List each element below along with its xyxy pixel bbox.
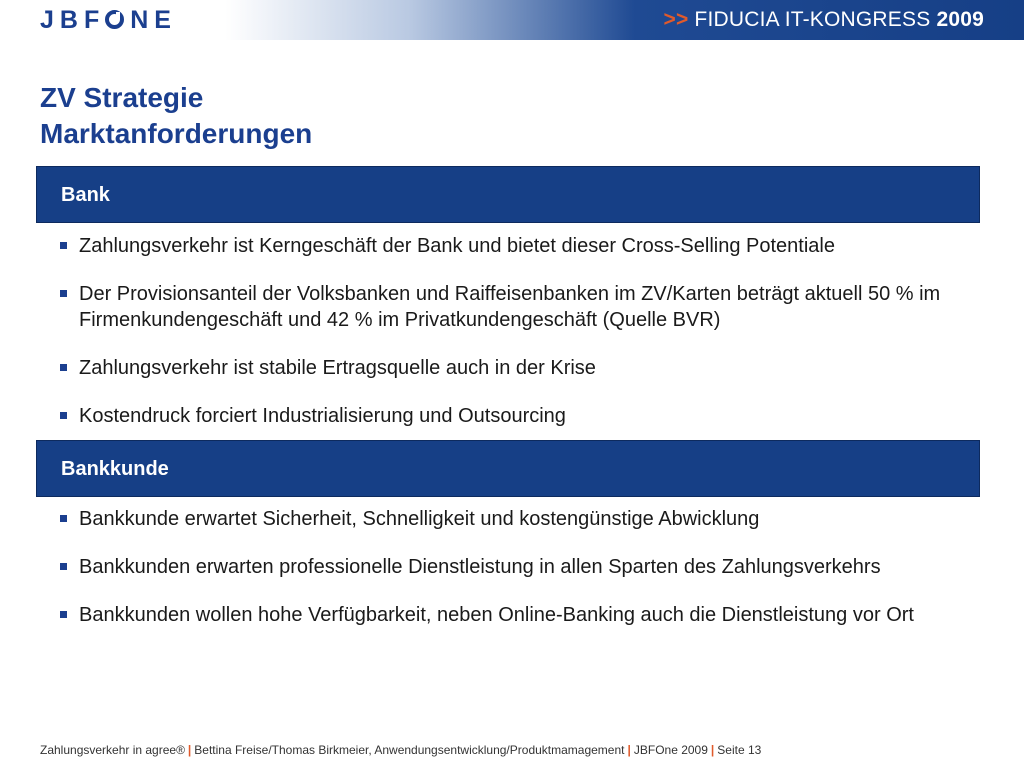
page-title-line2: Marktanforderungen [40, 118, 313, 149]
bankkunde-bullet-list [58, 506, 988, 650]
logo-text-part1: JBF [40, 6, 106, 34]
bullet-item: Kostendruck forciert Industrialisierung und Outsourcing [58, 403, 988, 429]
event-year: 2009 [936, 8, 984, 31]
page-footer [40, 743, 761, 757]
jbfone-logo [40, 6, 177, 34]
bullet-item: Bankkunden wollen hohe Verfügbarkeit, neben Online-Banking auch die Dienstleistung vor Ort [58, 602, 988, 628]
bullet-item: Zahlungsverkehr ist Kerngeschäft der Bank und bietet dieser Cross-Selling Potentiale [58, 233, 988, 259]
footer-separator: | [627, 743, 631, 757]
footer-separator: | [710, 743, 715, 757]
header-bar [0, 0, 1024, 40]
section-bar-bank [36, 166, 980, 223]
footer-authors: Bettina Freise/Thomas Birkmeier, Anwendungsentwicklung/Produktmamagement [194, 743, 625, 757]
footer-page-number: Seite 13 [717, 743, 762, 757]
bullet-item: Bankkunden erwarten professionelle Dienstleistung in allen Sparten des Zahlungsverkehrs [58, 554, 988, 580]
footer-topic: Zahlungsverkehr in agree® [40, 743, 185, 757]
section-label-bank: Bank [61, 184, 110, 206]
event-arrows: >> [663, 8, 689, 31]
footer-event: JBFOne 2009 [633, 743, 708, 757]
logo-power-icon [105, 10, 124, 29]
event-name: FIDUCIA IT-KONGRESS [694, 8, 931, 31]
page-title-line1: ZV Strategie [40, 82, 204, 113]
page-title [40, 80, 740, 152]
bullet-item: Zahlungsverkehr ist stabile Ertragsquelle auch in der Krise [58, 355, 988, 381]
logo-text-part2: NE [130, 6, 177, 34]
event-title [663, 7, 984, 33]
footer-separator: | [187, 743, 192, 757]
section-label-bankkunde: Bankkunde [61, 458, 169, 480]
bank-bullet-list [58, 233, 988, 451]
bullet-item: Bankkunde erwartet Sicherheit, Schnelligkeit und kostengünstige Abwicklung [58, 506, 988, 532]
bullet-item: Der Provisionsanteil der Volksbanken und Raiffeisenbanken im ZV/Karten beträgt aktuell 50 % im Firmenkundengeschäft und 42 % im Privatkundengeschäft (Quelle BVR) [58, 281, 988, 333]
section-bar-bankkunde [36, 440, 980, 497]
